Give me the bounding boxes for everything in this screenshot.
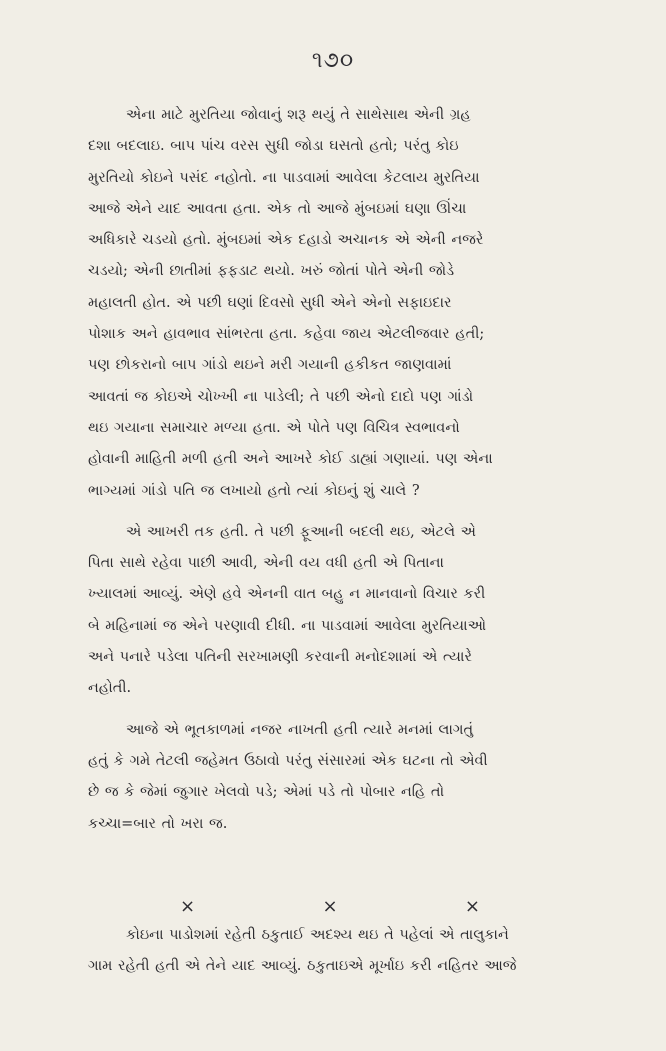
paragraph-2: [88, 517, 584, 705]
text-line: મુરતિયો કોઇને પસંદ નહોતો. ના પાડવામાં આવેલા કેટલાય મુરતિયા: [88, 169, 480, 186]
divider-cross-mark: ×: [180, 896, 196, 917]
body-text-continued: [88, 920, 584, 993]
text-line: પોશાક અને હાવભાવ સાંભરતા હતા. કહેવા જાય એટલીજવાર હતી;: [88, 326, 485, 343]
body-text: [88, 100, 584, 850]
text-line: ગામ રહેતી હતી એ તેને યાદ આવ્યું. ઠકુતાઇએ મૂર્ખાઇ કરી નહિતર આજે: [88, 958, 517, 975]
text-line: છે જ કે જેમાં જુગાર ખેલવો પડે; એમાં પડે તો પોબાર નહિ તો: [88, 784, 445, 801]
page-number: ૧૭૦: [311, 48, 355, 73]
text-line: આજે એને યાદ આવતા હતા. એક તો આજે મુંબઇમાં ઘણા ઊંચા: [88, 200, 467, 217]
text-line: આવતાં જ કોઇએ ચોખ્ખી ના પાડેલી; તે પછી એનો દાદો પણ ગાંડો: [88, 388, 474, 405]
divider-cross-mark: ×: [322, 896, 338, 917]
text-line: એના માટે મુરતિયા જોવાનું શરૂ થયું તે સાથેસાથ એની ગ્રહ: [126, 107, 471, 123]
text-line: કચ્ચા=બાર તો ખરા જ.: [88, 815, 228, 832]
text-line: બે મહિનામાં જ એને પરણાવી દીધી. ના પાડવામાં આવેલા મુરતિયાઓ: [88, 617, 487, 634]
section-divider: [180, 896, 480, 917]
paragraph-1: [88, 100, 584, 507]
text-line: હતું કે ગમે તેટલી જહેમત ઉઠાવો પરંતુ સંસારમાં એક ઘટના તો એવી: [88, 752, 488, 769]
text-line: દશા બદલાઇ. બાપ પાંચ વરસ સુધી જોડા ઘસતો હતો; પરંતુ કોઇ: [88, 138, 459, 155]
text-line: પણ છોકરાનો બાપ ગાંડો થઇને મરી ગયાની હકીકત જાણવામાં: [88, 357, 452, 374]
text-line: અધિકારે ચડયો હતો. મુંબઇમાં એક દહાડો અચાનક એ એની નજરે: [88, 232, 484, 249]
text-line: અને પનારે પડેલા પતિની સરખામણી કરવાની મનોદશામાં એ ત્યારે: [88, 649, 472, 666]
text-line: થઇ ગયાના સમાચાર મળ્યા હતા. એ પોતે પણ વિચિત્ર સ્વભાવનો: [88, 419, 460, 436]
text-line: ચડયો; એની છાતીમાં ફફડાટ થયો. ખરું જોતાં પોતે એની જોડે: [88, 263, 455, 280]
text-line: નહોતી.: [88, 680, 132, 697]
text-line: કોઇના પાડોશમાં રહેતી ઠકુતાઈ અદશ્ય થઇ તે પહેલાં એ તાલુકાને: [126, 927, 509, 943]
text-line: આજે એ ભૂતકાળમાં નજર નાખતી હતી ત્યારે મનમાં લાગતું: [126, 721, 474, 738]
text-line: એ આખરી તક હતી. તે પછી ફૂઆની બદલી થઇ, એટલે એ: [126, 523, 476, 540]
text-line: પિતા સાથે રહેવા પાછી આવી, એની વય વધી હતી એ પિતાના: [88, 555, 444, 572]
text-line: મહાલતી હોત. એ પછી ઘણાં દિવસો સુધી એને એનો સફાઇદાર: [88, 294, 452, 311]
paragraph-3: [88, 715, 584, 840]
text-line: ભાગ્યમાં ગાંડો પતિ જ લખાયો હતો ત્યાં કોઇનું શું ચાલે ?: [88, 482, 420, 499]
paragraph-4: [88, 920, 584, 983]
text-line: હોવાની માહિતી મળી હતી અને આખરે કોઈ ડાહ્યાં ગણાયાં. પણ એના: [88, 451, 493, 468]
text-line: ખ્યાલમાં આવ્યું. એણે હવે એનની વાત બહુ ન માનવાનો વિચાર કરી: [88, 586, 486, 603]
divider-cross-mark: ×: [464, 896, 480, 917]
